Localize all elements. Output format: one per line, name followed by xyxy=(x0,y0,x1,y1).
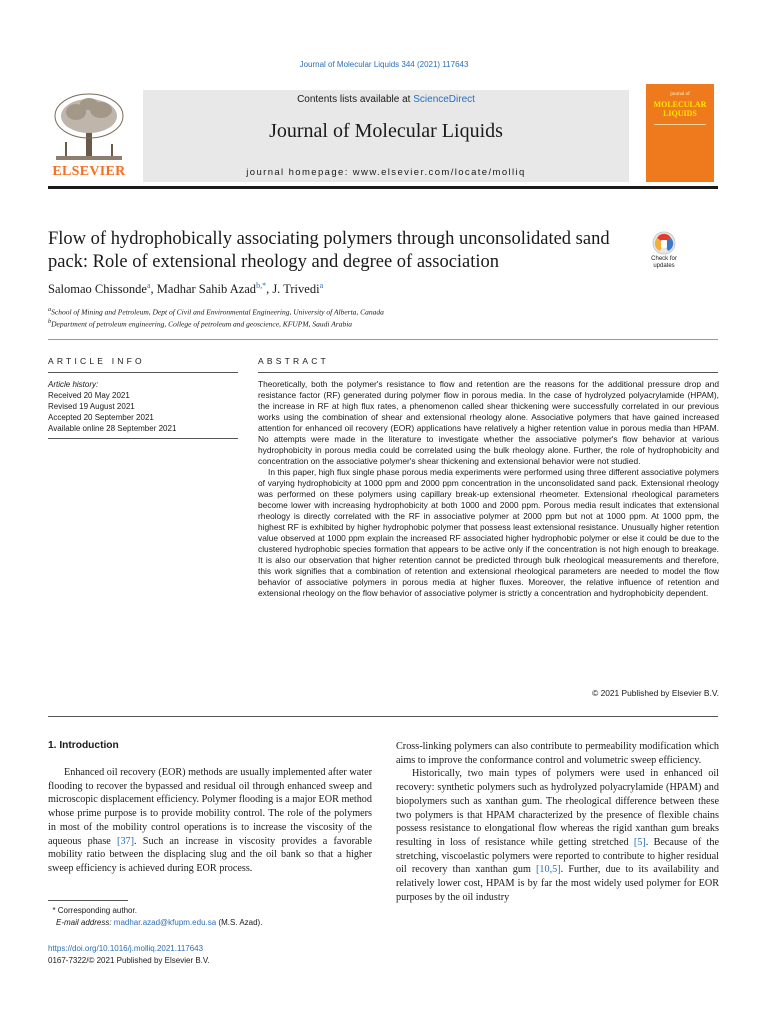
abstract-body xyxy=(258,379,719,599)
history-accepted: Accepted 20 September 2021 xyxy=(48,413,154,422)
doi-link[interactable]: https://doi.org/10.1016/j.molliq.2021.117643 xyxy=(48,944,204,953)
history-revised: Revised 19 August 2021 xyxy=(48,402,135,411)
body-column-left xyxy=(48,766,372,876)
affiliation-text: Department of petroleum engineering, College of petroleum and geoscience, KFUPM, Saudi Arabia xyxy=(51,319,353,329)
homepage-url[interactable]: www.elsevier.com/locate/molliq xyxy=(352,167,526,178)
author-name[interactable]: J. Trivedi xyxy=(272,282,320,297)
body-text: . Such an increase in viscosity provides a favorable mobility ratio between the displacing slug and the oil bank so that a higher sweep efficiency is achieved during EOR process. xyxy=(48,835,372,874)
body-text: Enhanced oil recovery (EOR) methods are usually implemented after water flooding to recover the bypassed and residual oil through enhanced sweep and microscopic displacement efficiency. Polymer flooding is a major EOR method whose prime purpose is to provide mobility control. The role of the polymers in most of the mobility control operations is to increase the viscosity of the aqueous phase xyxy=(48,767,372,847)
abstract-paragraph: Theoretically, both the polymer's resistance to flow and retention are the reasons for the additional pressure drop and resistance factor (RF) generated during polymer flow in porous media. In the case of hydrolyzed polyacrylamide (HPAM), the increase in RF at high flux rates, a phenomenon called shear thickening were successfully correlated in our previous works using the combination of shear and extensional rheology alone. Associative polymers that have gained increased attention for enhanced oil recovery (EOR) applications have relatively a higher retention value in porous media than HPAM. No attempts were made in the literature to investigate whether the associative polymer's flow behavior at various hydrophobicity in porous media could be correlated using the bulk rheology alone. Further, the role of hydrophobicity and concentration on the associative polymer's shear thickening and extensional behavior were not studied. xyxy=(258,379,719,466)
author-list: Salomao Chissonde$^a$, Madhar Sahib Azad$^{b,*}$, J. Trivedi$^a$ xyxy=(48,281,324,297)
journal-title: Journal of Molecular Liquids xyxy=(269,120,503,142)
author-name[interactable]: Salomao Chissonde xyxy=(48,282,147,297)
journal-citation[interactable]: Journal of Molecular Liquids 344 (2021) 117643 xyxy=(299,60,469,69)
cover-top-text: journal of xyxy=(670,92,690,97)
abstract-copyright: © 2021 Published by Elsevier B.V. xyxy=(592,688,719,698)
header-rule xyxy=(48,186,718,189)
article-history xyxy=(48,379,238,439)
body-column-right xyxy=(396,740,719,904)
body-paragraph xyxy=(396,767,719,904)
email-suffix: (M.S. Azad). xyxy=(216,918,263,927)
corresponding-author-note: * Corresponding author. xyxy=(48,906,137,915)
affiliation-marker: b xyxy=(48,318,52,325)
cover-decoration xyxy=(654,124,706,161)
history-online: Available online 28 September 2021 xyxy=(48,424,177,433)
affiliation xyxy=(48,318,688,329)
email-note xyxy=(48,917,378,929)
history-label: Article history: xyxy=(48,380,99,389)
body-text: . Further, due to its availability and relatively lower cost, HPAM is by far the most widely used polymer for EOR purposes by the oil industry xyxy=(396,864,719,903)
body-paragraph: Cross-linking polymers can also contribute to permeability modification which aims to improve the conformance control and volumetric sweep efficiency. xyxy=(396,741,719,766)
article-info-heading: ARTICLE INFO xyxy=(48,356,145,366)
affiliation-marker: a xyxy=(48,306,52,313)
journal-homepage-line xyxy=(143,167,629,178)
abstract-rule xyxy=(258,372,718,373)
cover-title: MOLECULAR LIQUIDS xyxy=(653,100,707,118)
history-rule xyxy=(48,438,238,439)
elsevier-wordmark: ELSEVIER xyxy=(52,164,126,179)
abstract-heading: ABSTRACT xyxy=(258,356,329,366)
body-text: . Because of the stretching, viscoelastic polymers were reported to contribute to higher residual oil recovery than xanthan gum xyxy=(396,836,719,876)
homepage-prefix: journal homepage: xyxy=(246,167,353,178)
contents-prefix: Contents lists available at xyxy=(297,94,414,105)
article-info-rule xyxy=(48,372,238,373)
body-rule xyxy=(48,716,718,717)
corresponding-author-text: Corresponding author. xyxy=(57,906,137,915)
author-affiliation-sup[interactable]: a xyxy=(319,281,324,290)
footnote xyxy=(48,905,378,929)
reference-link[interactable]: [5] xyxy=(633,836,646,848)
reference-link[interactable]: [37] xyxy=(117,835,135,847)
affiliation-rule xyxy=(48,339,718,340)
body-text: Historically, two main types of polymers were used in enhanced oil recovery: synthetic polymers such as hydrolyzed polyacrylamide (HPAM) and biopolymers such as xanthan gum. The rheological difference between these two polymers is that HPAM characterized by the presence of flexible chains possess resistance to elongational flow whereas the rigid xanthan gum breaks resulting in loss of resistance while getting stretched xyxy=(396,768,719,848)
history-received: Received 20 May 2021 xyxy=(48,391,130,400)
author-name[interactable]: Madhar Sahib Azad xyxy=(156,282,257,297)
issn-copyright: 0167-7322/© 2021 Published by Elsevier B.V. xyxy=(48,956,210,965)
abstract-paragraph: In this paper, high flux single phase porous media experiments were performed using three different associative polymers of varying hydrophobicity at 1000 ppm and 2000 ppm concentration in the unconsolidated sand pack. Extensional rheology was performed on these polymers using capillary break-up extensional rheometer. Extensional rheological parameters become lower with increasing hydrophobicity at both 1000 and 2000 ppm. Porous media result indicates that extensional rheology is directly correlated with the RF in associative polymer at 2000 ppm but not at 1000 ppm. At 1000 ppm, the highest RF is exhibited by higher hydrophobic polymer that possess least extensional resistance. Unusually higher retention value observed at 1000 ppm explain the increased RF associated higher hydrophobic polymer or else it could be due to the clustered hydrophobic species formation that appears to be active only if the concentration is not high enough to breakage. It is also our observation that higher retention cannot be predicted through bulk rheological measurements and therefore, this work signifies that a combination of retention and extensional rheological parameters are needed to model the flow behavior of associative polymers in porous media at higher fluxes. Moreover, the relative influence of retention and extensional rheology on the flow behavior of associative polymer is strictly a concentration and hydrophobicity dependent. xyxy=(258,467,719,598)
author-affiliation-sup[interactable]: a xyxy=(146,281,151,290)
article-title: Flow of hydrophobically associating polymers through unconsolidated sand pack: Role of extensional rheology and degree of association xyxy=(48,229,610,272)
affiliation xyxy=(48,306,688,317)
email-link[interactable]: madhar.azad@kfupm.edu.sa xyxy=(113,918,217,927)
body-paragraph xyxy=(48,766,372,876)
contents-line xyxy=(143,94,629,105)
footnote-rule xyxy=(48,900,128,901)
affiliation-text: School of Mining and Petroleum, Dept of Civil and Environmental Engineering, University of Alberta, Canada xyxy=(51,307,384,317)
introduction-heading: 1. Introduction xyxy=(48,740,119,751)
reference-link[interactable]: [10,5] xyxy=(536,864,561,876)
check-for-updates-label[interactable]: Check for updates xyxy=(651,256,677,269)
sciencedirect-link[interactable]: ScienceDirect xyxy=(413,94,475,105)
email-label: E-mail address: xyxy=(56,918,114,927)
author-affiliation-sup[interactable]: b,* xyxy=(256,281,267,290)
doi-block xyxy=(48,943,210,967)
journal-cover-thumbnail[interactable] xyxy=(646,84,714,182)
